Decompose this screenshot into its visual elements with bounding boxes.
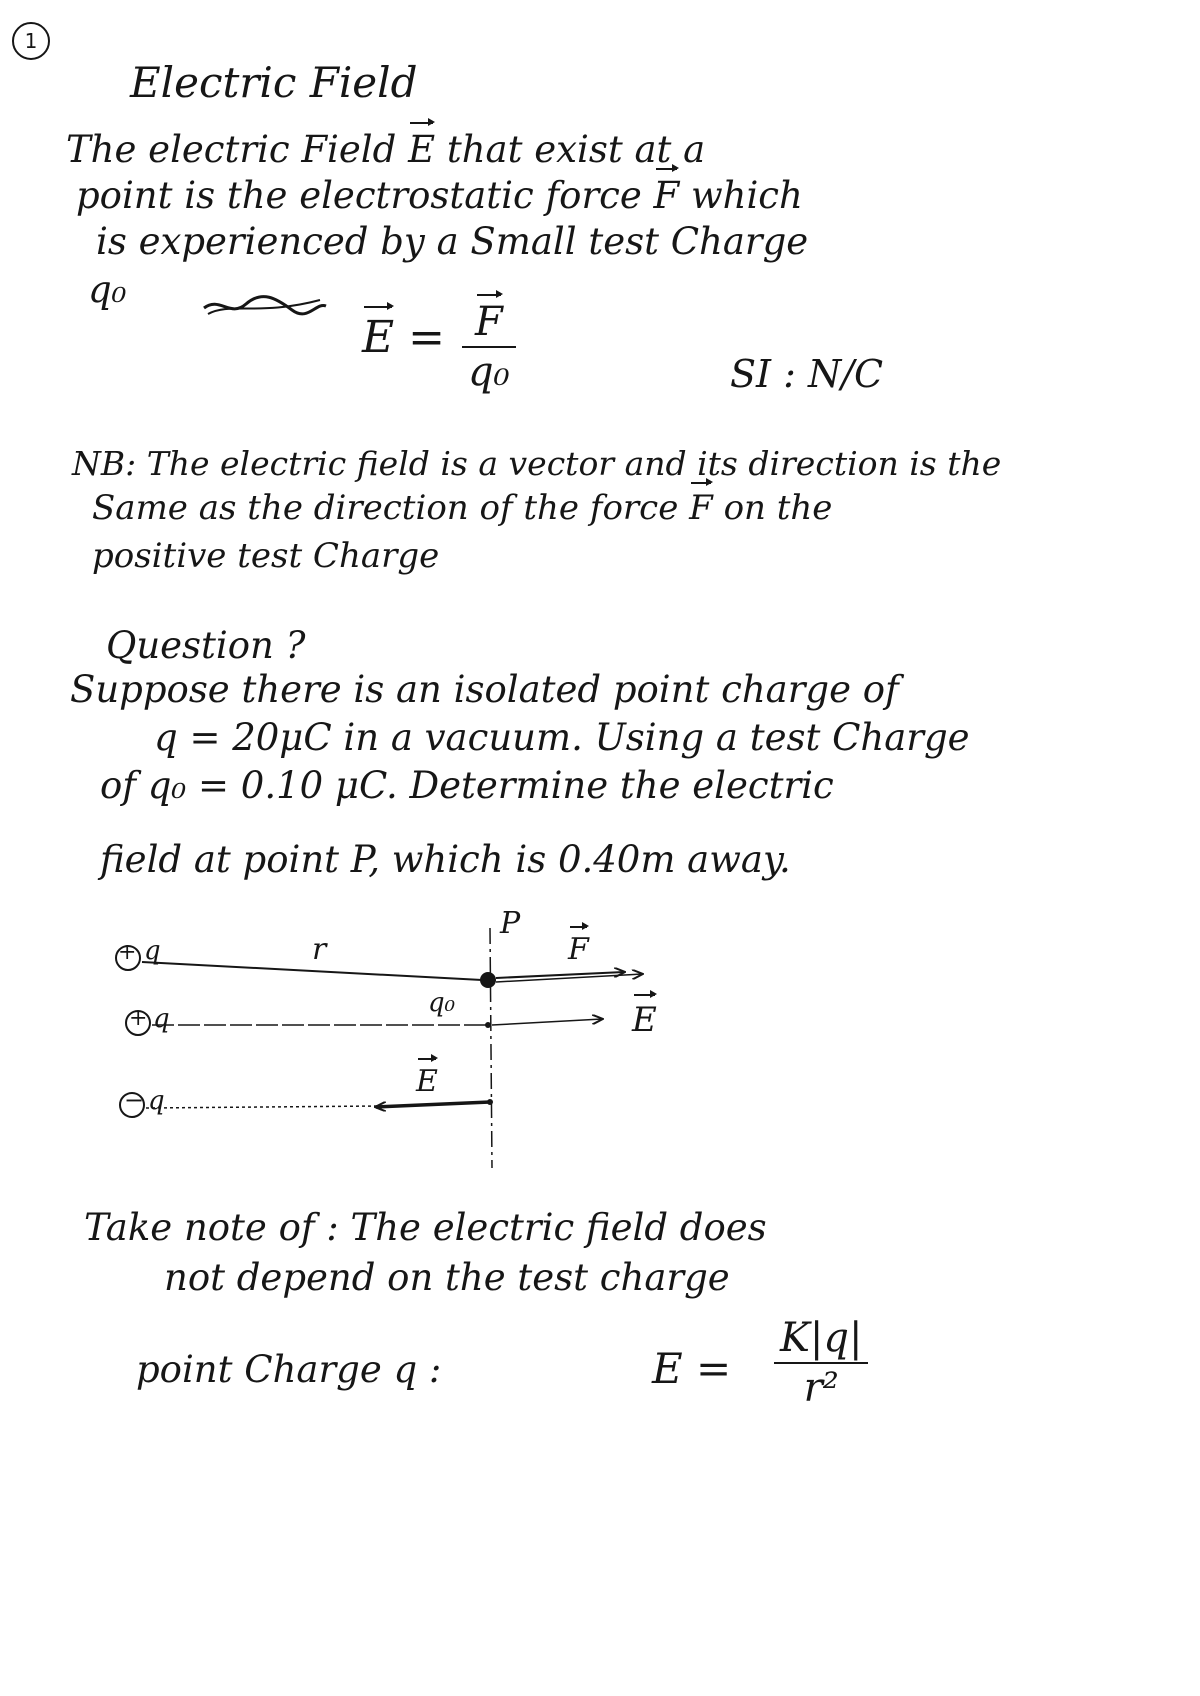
vector-f-symbol: F xyxy=(653,174,680,217)
field-label-e-bottom: E xyxy=(416,1064,438,1099)
question-line-2: q = 20μC in a vacuum. Using a test Charge xyxy=(154,716,970,759)
definition-line-2-text-b: which xyxy=(690,174,803,217)
vector-e-symbol: E xyxy=(408,128,436,171)
field-arrow-row-2 xyxy=(492,1019,602,1025)
note-line-1: Take note of : The electric field does xyxy=(84,1206,767,1249)
note-line-3: point Charge q : xyxy=(136,1348,442,1391)
point-dot-row-3 xyxy=(487,1099,493,1105)
coulomb-formula-lhs xyxy=(652,1344,731,1393)
charge-3-sign: − xyxy=(124,1086,145,1114)
coulomb-numerator: K|q| xyxy=(780,1315,863,1361)
nb-line-3: positive test Charge xyxy=(92,536,440,576)
definition-line-3: is experienced by a Small test Charge xyxy=(96,220,809,263)
charge-3-label: q xyxy=(148,1086,165,1116)
force-label-f: F xyxy=(568,932,589,967)
definition-line-4: q₀ xyxy=(88,268,127,311)
point-label-p: P xyxy=(500,906,521,941)
charge-1-label: q xyxy=(144,936,161,966)
page-title: Electric Field xyxy=(130,58,418,107)
test-charge-label: q₀ xyxy=(428,988,456,1018)
definition-line-2-text-a: point is the electrostatic force xyxy=(76,174,642,217)
point-dot-row-2 xyxy=(485,1022,491,1028)
charge-2-label: q xyxy=(153,1004,170,1034)
nb-vector-f-symbol: F xyxy=(689,488,713,528)
field-arrow-bottom xyxy=(376,1102,490,1107)
question-line-4: field at point P, which is 0.40m away. xyxy=(100,838,791,881)
distance-label-r: r xyxy=(312,932,327,967)
nb-line-2-text-b: on the xyxy=(723,488,833,528)
coulomb-equals: = xyxy=(696,1344,732,1393)
question-heading: Question ? xyxy=(106,624,306,667)
charge-2-sign: + xyxy=(129,1006,148,1031)
vertical-reference-line xyxy=(490,928,492,1168)
coulomb-lhs: E xyxy=(652,1344,683,1393)
test-charge-dot xyxy=(480,972,496,988)
question-line-1: Suppose there is an isolated point charge of xyxy=(70,668,899,711)
formula-equals: = xyxy=(408,312,445,363)
note-line-2: not depend on the test charge xyxy=(164,1256,730,1299)
definition-line-1-text-a: The electric Field xyxy=(66,128,397,171)
force-arrow-f xyxy=(496,972,624,978)
definition-line-1-text-b: that exist at a xyxy=(446,128,706,171)
coulomb-fraction xyxy=(774,1316,868,1410)
nb-line-1: NB: The electric field is a vector and its direction is the xyxy=(72,444,1002,483)
formula-numerator: F xyxy=(474,299,503,345)
formula-lhs-symbol: E xyxy=(362,312,395,363)
charge-1-sign: + xyxy=(118,940,137,965)
page-number: 1 xyxy=(12,22,50,60)
charge-3-line xyxy=(146,1106,380,1108)
formula-denominator: q₀ xyxy=(468,349,510,395)
question-line-3: of q₀ = 0.10 μC. Determine the electric xyxy=(100,764,834,807)
coulomb-denominator: r² xyxy=(803,1365,839,1411)
si-unit: SI : N/C xyxy=(730,352,884,396)
nb-line-2-text-a: Same as the direction of the force xyxy=(92,488,679,528)
field-label-e-top: E xyxy=(632,1000,657,1040)
